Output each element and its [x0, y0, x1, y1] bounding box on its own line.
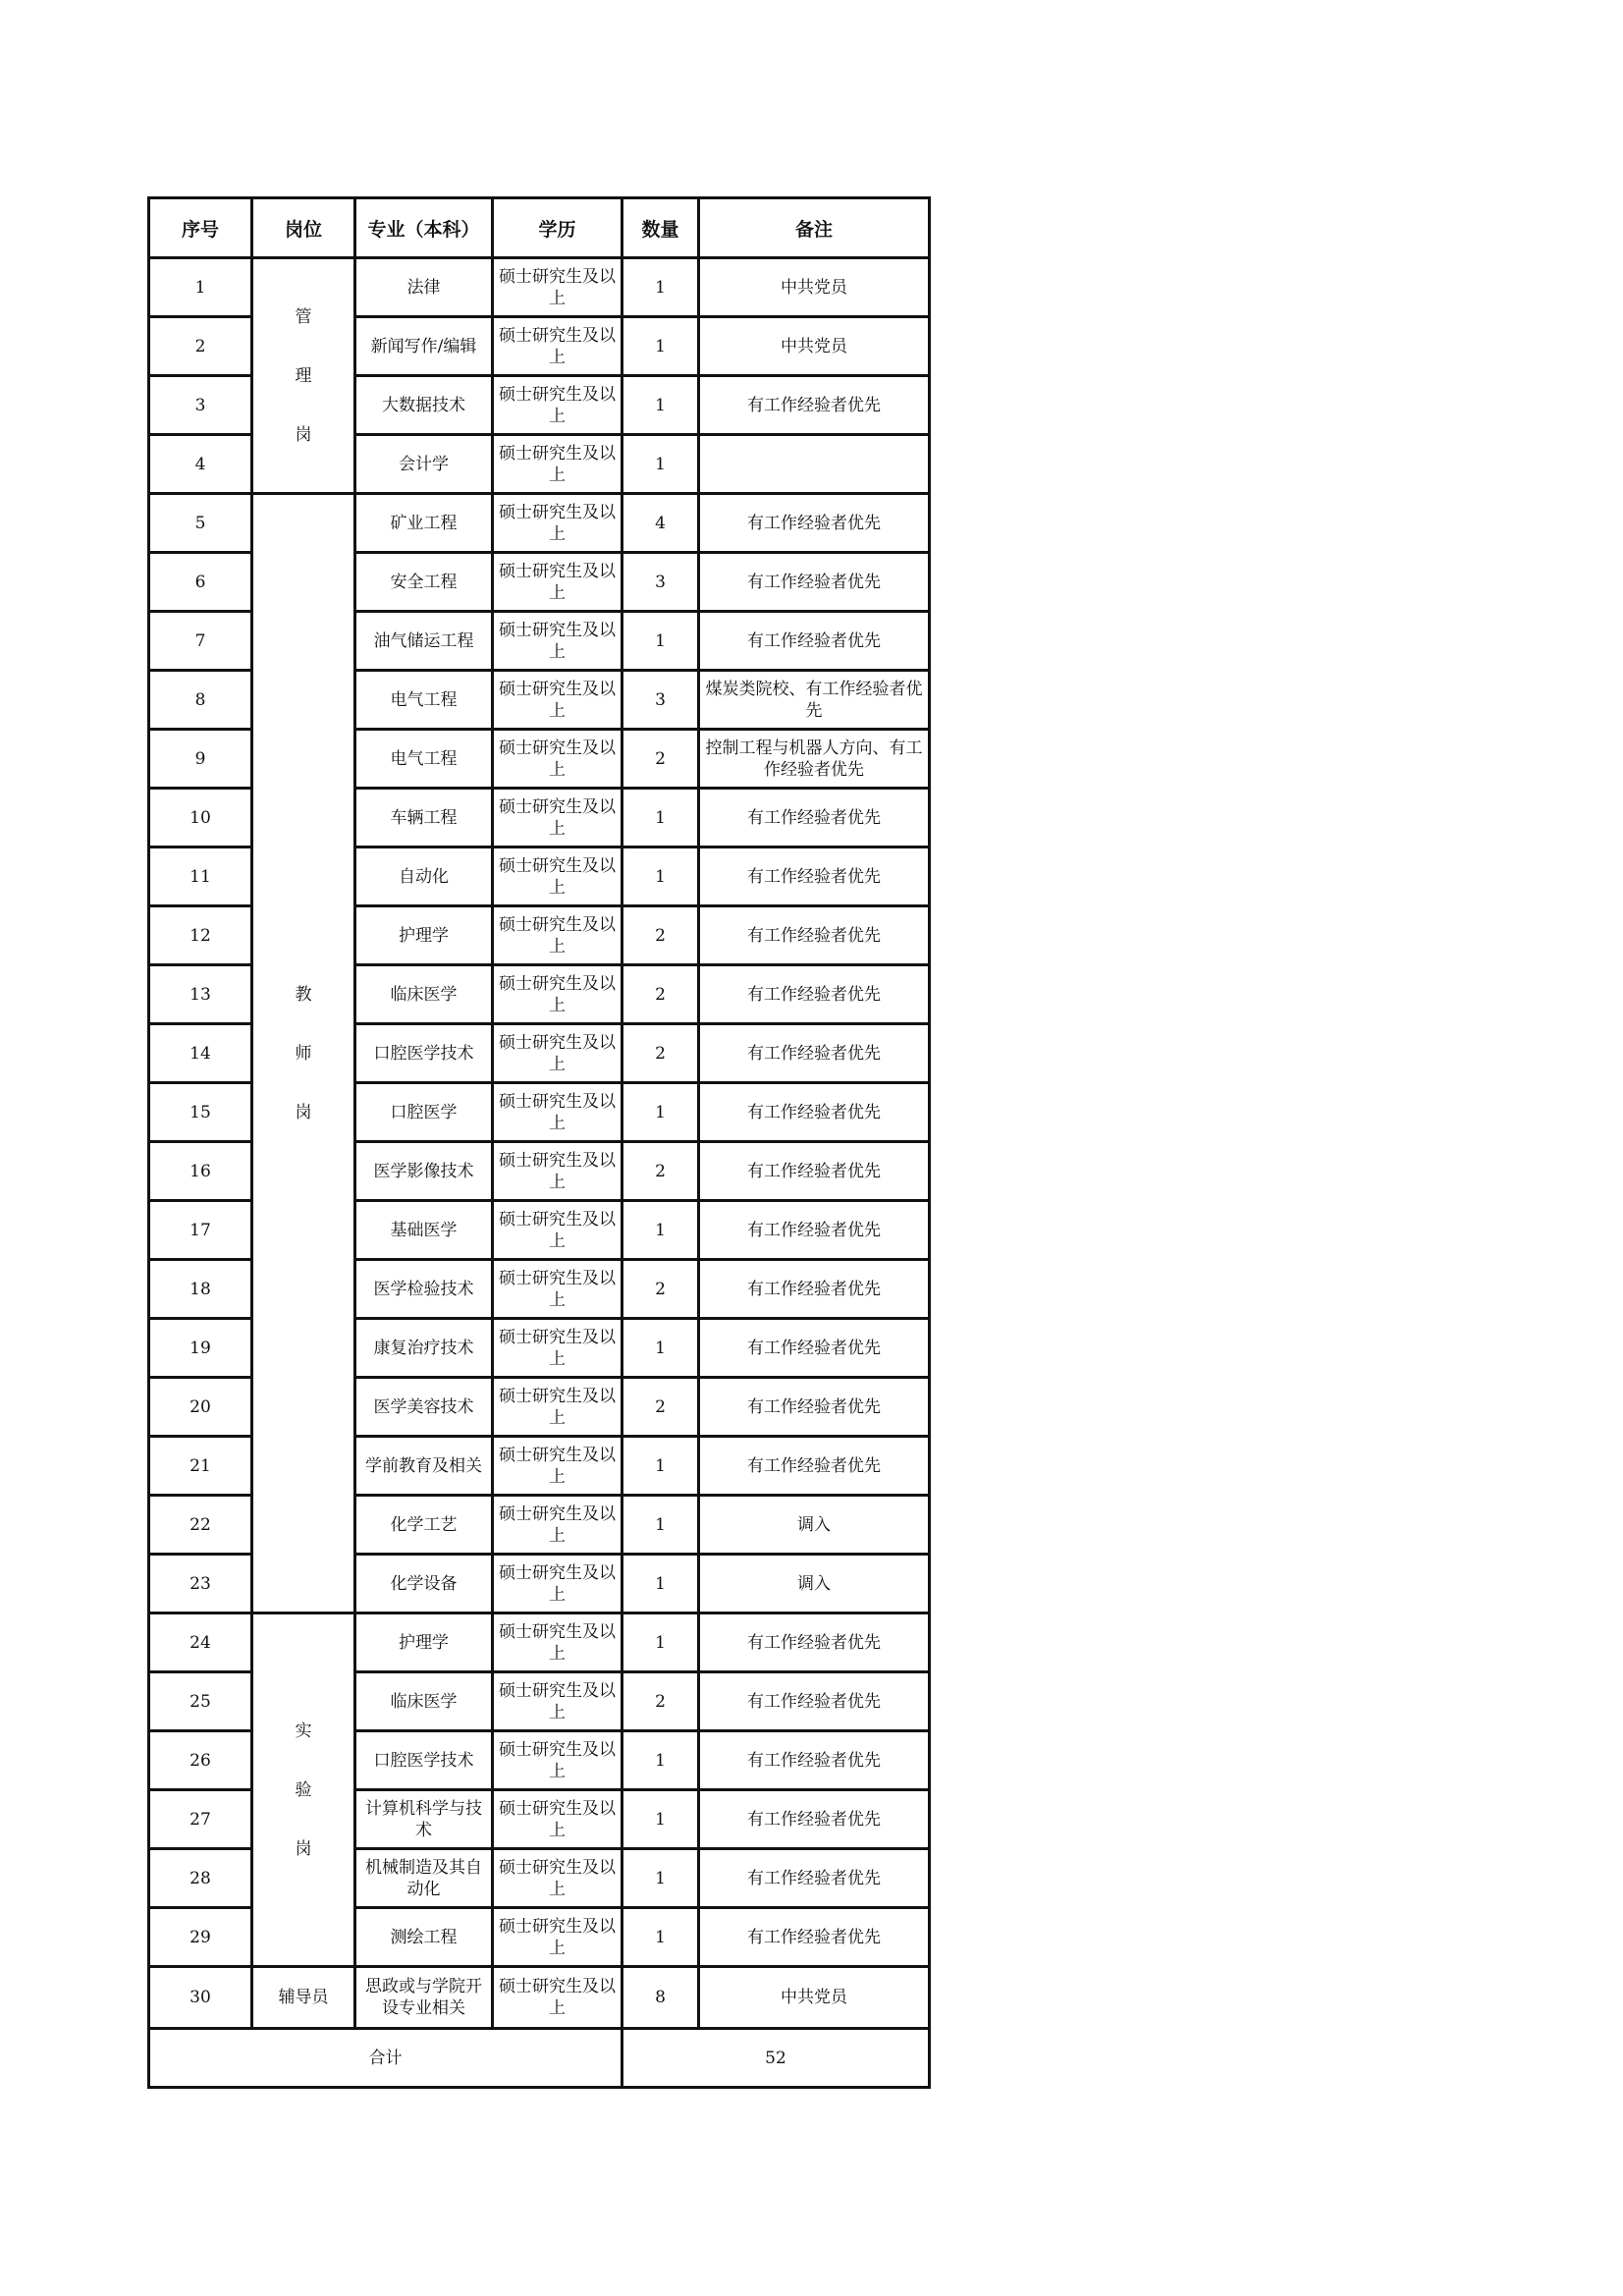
quantity-cell: 1 [623, 377, 700, 436]
major-cell: 临床医学 [356, 966, 494, 1025]
quantity-cell: 2 [623, 966, 700, 1025]
major-cell: 康复治疗技术 [356, 1320, 494, 1379]
serial-cell: 23 [150, 1556, 253, 1614]
serial-cell: 17 [150, 1202, 253, 1261]
quantity-cell: 3 [623, 554, 700, 613]
education-cell: 硕士研究生及以上 [494, 1084, 623, 1143]
major-cell: 口腔医学技术 [356, 1025, 494, 1084]
serial-cell: 8 [150, 672, 253, 731]
remarks-cell: 煤炭类院校、有工作经验者优先 [700, 672, 931, 731]
serial-cell: 25 [150, 1673, 253, 1732]
major-cell: 法律 [356, 259, 494, 318]
education-cell: 硕士研究生及以上 [494, 1438, 623, 1497]
education-cell: 硕士研究生及以上 [494, 613, 623, 672]
position-group-cell [253, 259, 356, 495]
position-group-label: 岗 [295, 1102, 312, 1122]
remarks-cell: 中共党员 [700, 318, 931, 377]
major-cell: 矿业工程 [356, 495, 494, 554]
major-cell: 测绘工程 [356, 1909, 494, 1968]
remarks-cell: 控制工程与机器人方向、有工作经验者优先 [700, 731, 931, 790]
quantity-cell: 8 [623, 1968, 700, 2030]
serial-cell: 24 [150, 1614, 253, 1673]
quantity-cell: 2 [623, 1673, 700, 1732]
major-cell: 基础医学 [356, 1202, 494, 1261]
quantity-cell: 1 [623, 1850, 700, 1909]
recruitment-table [147, 196, 931, 2089]
quantity-cell: 2 [623, 1025, 700, 1084]
remarks-cell: 有工作经验者优先 [700, 377, 931, 436]
education-cell: 硕士研究生及以上 [494, 1202, 623, 1261]
major-cell: 医学美容技术 [356, 1379, 494, 1438]
header-quantity: 数量 [623, 199, 700, 259]
serial-cell: 13 [150, 966, 253, 1025]
quantity-cell: 1 [623, 1791, 700, 1850]
education-cell: 硕士研究生及以上 [494, 554, 623, 613]
position-group-label: 实 [295, 1721, 312, 1741]
quantity-cell: 1 [623, 1732, 700, 1791]
remarks-cell: 有工作经验者优先 [700, 1202, 931, 1261]
remarks-cell: 有工作经验者优先 [700, 1791, 931, 1850]
major-cell: 安全工程 [356, 554, 494, 613]
major-cell: 口腔医学技术 [356, 1732, 494, 1791]
major-cell: 护理学 [356, 907, 494, 966]
table-row [150, 259, 931, 318]
header-remarks: 备注 [700, 199, 931, 259]
serial-cell: 9 [150, 731, 253, 790]
header-position: 岗位 [253, 199, 356, 259]
remarks-cell: 有工作经验者优先 [700, 1025, 931, 1084]
education-cell: 硕士研究生及以上 [494, 1732, 623, 1791]
major-cell: 医学影像技术 [356, 1143, 494, 1202]
position-group-label: 验 [295, 1779, 312, 1800]
serial-cell: 15 [150, 1084, 253, 1143]
major-cell: 会计学 [356, 436, 494, 495]
quantity-cell: 1 [623, 259, 700, 318]
remarks-cell: 有工作经验者优先 [700, 848, 931, 907]
remarks-cell: 有工作经验者优先 [700, 1143, 931, 1202]
major-cell: 思政或与学院开设专业相关 [356, 1968, 494, 2030]
header-education: 学历 [494, 199, 623, 259]
major-cell: 机械制造及其自动化 [356, 1850, 494, 1909]
remarks-cell: 有工作经验者优先 [700, 1732, 931, 1791]
serial-cell: 28 [150, 1850, 253, 1909]
remarks-cell: 有工作经验者优先 [700, 1084, 931, 1143]
major-cell: 化学设备 [356, 1556, 494, 1614]
total-row [150, 2030, 931, 2089]
header-major: 专业（本科） [356, 199, 494, 259]
education-cell: 硕士研究生及以上 [494, 377, 623, 436]
education-cell: 硕士研究生及以上 [494, 1614, 623, 1673]
serial-cell: 6 [150, 554, 253, 613]
total-label: 合计 [150, 2030, 623, 2089]
remarks-cell: 调入 [700, 1556, 931, 1614]
remarks-cell: 有工作经验者优先 [700, 1909, 931, 1968]
major-cell: 电气工程 [356, 672, 494, 731]
remarks-cell: 有工作经验者优先 [700, 1320, 931, 1379]
position-group-label: 师 [295, 1043, 312, 1064]
remarks-cell: 有工作经验者优先 [700, 1850, 931, 1909]
education-cell: 硕士研究生及以上 [494, 1556, 623, 1614]
header-row [150, 199, 931, 259]
table-row [150, 1968, 931, 2030]
quantity-cell: 1 [623, 1909, 700, 1968]
position-group-label: 理 [295, 365, 312, 386]
remarks-cell: 有工作经验者优先 [700, 1673, 931, 1732]
quantity-cell: 4 [623, 495, 700, 554]
education-cell: 硕士研究生及以上 [494, 1791, 623, 1850]
position-group-cell [253, 1968, 356, 2030]
education-cell: 硕士研究生及以上 [494, 1379, 623, 1438]
serial-cell: 10 [150, 790, 253, 848]
position-group-label: 管 [295, 306, 312, 327]
education-cell: 硕士研究生及以上 [494, 259, 623, 318]
serial-cell: 12 [150, 907, 253, 966]
remarks-cell: 中共党员 [700, 1968, 931, 2030]
serial-cell: 5 [150, 495, 253, 554]
serial-cell: 21 [150, 1438, 253, 1497]
major-cell: 电气工程 [356, 731, 494, 790]
major-cell: 车辆工程 [356, 790, 494, 848]
remarks-cell: 有工作经验者优先 [700, 554, 931, 613]
serial-cell: 7 [150, 613, 253, 672]
remarks-cell: 有工作经验者优先 [700, 495, 931, 554]
education-cell: 硕士研究生及以上 [494, 318, 623, 377]
quantity-cell: 1 [623, 1202, 700, 1261]
quantity-cell: 1 [623, 1320, 700, 1379]
serial-cell: 27 [150, 1791, 253, 1850]
position-group-label: 教 [295, 984, 312, 1005]
remarks-cell: 有工作经验者优先 [700, 1438, 931, 1497]
education-cell: 硕士研究生及以上 [494, 672, 623, 731]
serial-cell: 11 [150, 848, 253, 907]
education-cell: 硕士研究生及以上 [494, 495, 623, 554]
table-row [150, 1614, 931, 1673]
total-value: 52 [623, 2030, 931, 2089]
remarks-cell: 有工作经验者优先 [700, 1379, 931, 1438]
education-cell: 硕士研究生及以上 [494, 790, 623, 848]
education-cell: 硕士研究生及以上 [494, 848, 623, 907]
quantity-cell: 1 [623, 1614, 700, 1673]
education-cell: 硕士研究生及以上 [494, 436, 623, 495]
serial-cell: 18 [150, 1261, 253, 1320]
remarks-cell: 中共党员 [700, 259, 931, 318]
major-cell: 临床医学 [356, 1673, 494, 1732]
position-group-label: 岗 [295, 1838, 312, 1859]
quantity-cell: 2 [623, 731, 700, 790]
header-serial: 序号 [150, 199, 253, 259]
education-cell: 硕士研究生及以上 [494, 1497, 623, 1556]
quantity-cell: 1 [623, 1084, 700, 1143]
serial-cell: 1 [150, 259, 253, 318]
quantity-cell: 2 [623, 1143, 700, 1202]
major-cell: 护理学 [356, 1614, 494, 1673]
serial-cell: 2 [150, 318, 253, 377]
major-cell: 医学检验技术 [356, 1261, 494, 1320]
serial-cell: 30 [150, 1968, 253, 2030]
education-cell: 硕士研究生及以上 [494, 1143, 623, 1202]
major-cell: 自动化 [356, 848, 494, 907]
quantity-cell: 2 [623, 907, 700, 966]
serial-cell: 20 [150, 1379, 253, 1438]
quantity-cell: 1 [623, 1497, 700, 1556]
education-cell: 硕士研究生及以上 [494, 907, 623, 966]
major-cell: 计算机科学与技术 [356, 1791, 494, 1850]
remarks-cell: 调入 [700, 1497, 931, 1556]
quantity-cell: 1 [623, 318, 700, 377]
education-cell: 硕士研究生及以上 [494, 1320, 623, 1379]
remarks-cell [700, 436, 931, 495]
major-cell: 口腔医学 [356, 1084, 494, 1143]
remarks-cell: 有工作经验者优先 [700, 966, 931, 1025]
serial-cell: 26 [150, 1732, 253, 1791]
quantity-cell: 1 [623, 848, 700, 907]
education-cell: 硕士研究生及以上 [494, 1850, 623, 1909]
remarks-cell: 有工作经验者优先 [700, 1614, 931, 1673]
education-cell: 硕士研究生及以上 [494, 1673, 623, 1732]
education-cell: 硕士研究生及以上 [494, 731, 623, 790]
quantity-cell: 1 [623, 790, 700, 848]
major-cell: 大数据技术 [356, 377, 494, 436]
quantity-cell: 2 [623, 1379, 700, 1438]
position-group-label: 岗 [295, 424, 312, 445]
position-group-cell [253, 495, 356, 1614]
education-cell: 硕士研究生及以上 [494, 1025, 623, 1084]
education-cell: 硕士研究生及以上 [494, 966, 623, 1025]
serial-cell: 14 [150, 1025, 253, 1084]
serial-cell: 19 [150, 1320, 253, 1379]
remarks-cell: 有工作经验者优先 [700, 907, 931, 966]
education-cell: 硕士研究生及以上 [494, 1909, 623, 1968]
major-cell: 学前教育及相关 [356, 1438, 494, 1497]
serial-cell: 29 [150, 1909, 253, 1968]
quantity-cell: 1 [623, 1556, 700, 1614]
quantity-cell: 1 [623, 613, 700, 672]
remarks-cell: 有工作经验者优先 [700, 613, 931, 672]
major-cell: 化学工艺 [356, 1497, 494, 1556]
position-group-label: 辅导员 [278, 1988, 329, 2007]
quantity-cell: 3 [623, 672, 700, 731]
education-cell: 硕士研究生及以上 [494, 1261, 623, 1320]
position-group-cell [253, 1614, 356, 1968]
quantity-cell: 1 [623, 436, 700, 495]
quantity-cell: 1 [623, 1438, 700, 1497]
table-row [150, 495, 931, 554]
remarks-cell: 有工作经验者优先 [700, 1261, 931, 1320]
serial-cell: 16 [150, 1143, 253, 1202]
education-cell: 硕士研究生及以上 [494, 1968, 623, 2030]
major-cell: 新闻写作/编辑 [356, 318, 494, 377]
serial-cell: 4 [150, 436, 253, 495]
quantity-cell: 2 [623, 1261, 700, 1320]
serial-cell: 3 [150, 377, 253, 436]
serial-cell: 22 [150, 1497, 253, 1556]
major-cell: 油气储运工程 [356, 613, 494, 672]
remarks-cell: 有工作经验者优先 [700, 790, 931, 848]
